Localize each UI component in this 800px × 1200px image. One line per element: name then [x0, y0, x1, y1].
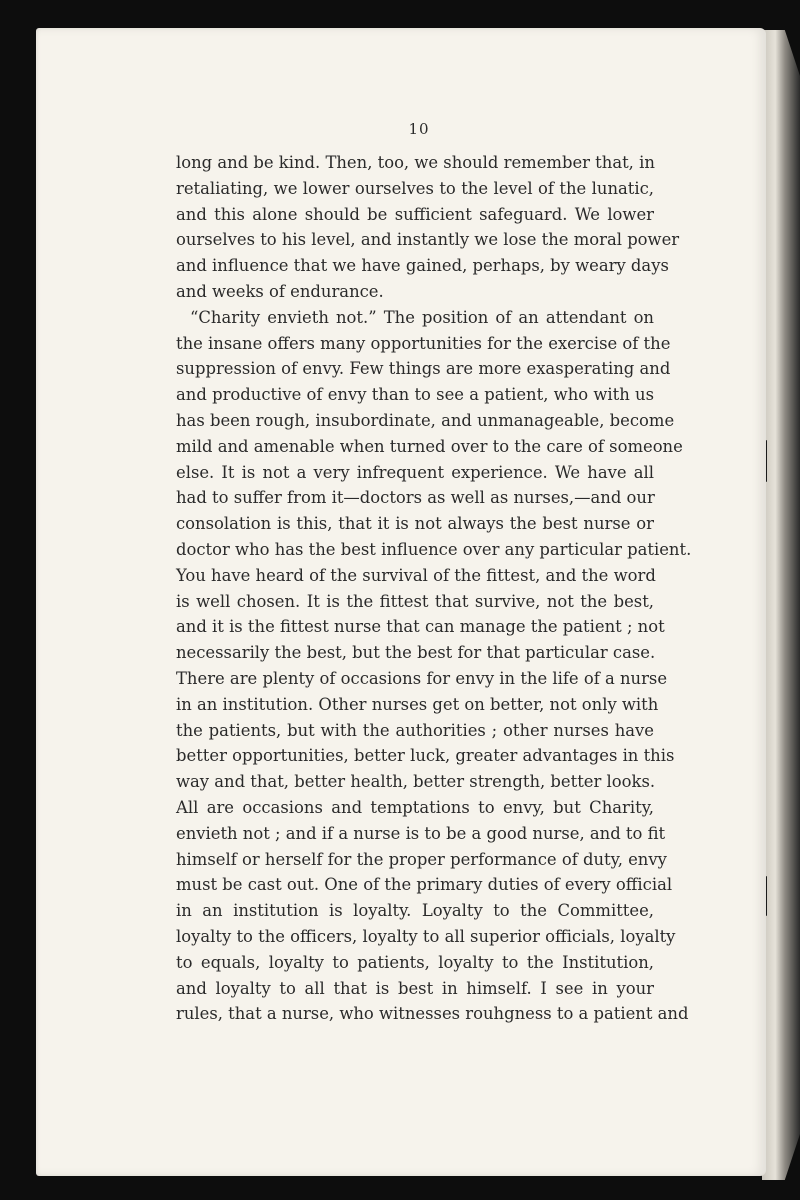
- text-line: “Charity envieth not.” The position of an attendant on: [190, 307, 654, 327]
- body-text: [176, 150, 692, 1027]
- text-line: and this alone should be sufficient safeguard. We lower: [176, 204, 654, 224]
- text-line: doctor who has the best influence over any particular patient.: [176, 539, 692, 559]
- text-line: suppression of envy. Few things are more exasperating and: [176, 359, 671, 379]
- text-line: the patients, but with the authorities ; other nurses have: [176, 720, 654, 740]
- text-line: rules, that a nurse, who witnesses rouhgness to a patient and: [176, 1004, 689, 1024]
- text-line: the insane offers many opportunities for the exercise of the: [176, 333, 671, 353]
- text-line: in an institution is loyalty. Loyalty to the Committee,: [176, 901, 654, 921]
- text-line: loyalty to the officers, loyalty to all superior officials, loyalty: [176, 926, 676, 946]
- text-line: has been rough, insubordinate, and unmanageable, become: [176, 410, 675, 430]
- text-line: to equals, loyalty to patients, loyalty to the Institution,: [176, 952, 654, 972]
- text-line: and weeks of endurance.: [176, 281, 384, 301]
- text-line: better opportunities, better luck, greater advantages in this: [176, 746, 675, 766]
- text-line: There are plenty of occasions for envy in the life of a nurse: [176, 668, 668, 688]
- text-line: long and be kind. Then, too, we should remember that, in: [176, 153, 655, 172]
- page-number: 10: [408, 120, 430, 138]
- text-line: envieth not ; and if a nurse is to be a good nurse, and to fit: [176, 823, 666, 843]
- text-line: retaliating, we lower ourselves to the level of the lunatic,: [176, 178, 654, 198]
- text-line: himself or herself for the proper performance of duty, envy: [176, 849, 667, 869]
- text-line: and it is the fittest nurse that can manage the patient ; not: [176, 617, 665, 637]
- text-line: is well chosen. It is the fittest that survive, not the best,: [176, 591, 654, 611]
- text-line: You have heard of the survival of the fittest, and the word: [176, 565, 656, 585]
- text-line: else. It is not a very infrequent experience. We have all: [176, 462, 654, 482]
- page-edge: [762, 30, 800, 1180]
- text-line: and productive of envy than to see a patient, who with us: [176, 385, 654, 405]
- text-line: mild and amenable when turned over to the care of someone: [176, 436, 683, 456]
- text-line: ourselves to his level, and instantly we lose the moral power: [176, 230, 680, 250]
- text-line: had to suffer from it—doctors as well as nurses,—and our: [176, 488, 655, 508]
- text-line: and influence that we have gained, perhaps, by weary days: [176, 256, 669, 276]
- text-line: All are occasions and temptations to envy, but Charity,: [176, 797, 654, 817]
- text-line: consolation is this, that it is not always the best nurse or: [176, 514, 654, 534]
- text-line: necessarily the best, but the best for that particular case.: [176, 643, 656, 663]
- text-line: must be cast out. One of the primary duties of every official: [176, 875, 673, 895]
- text-line: in an institution. Other nurses get on better, not only with: [176, 694, 659, 714]
- text-line: way and that, better health, better strength, better looks.: [176, 772, 656, 792]
- text-line: and loyalty to all that is best in himself. I see in your: [176, 978, 654, 998]
